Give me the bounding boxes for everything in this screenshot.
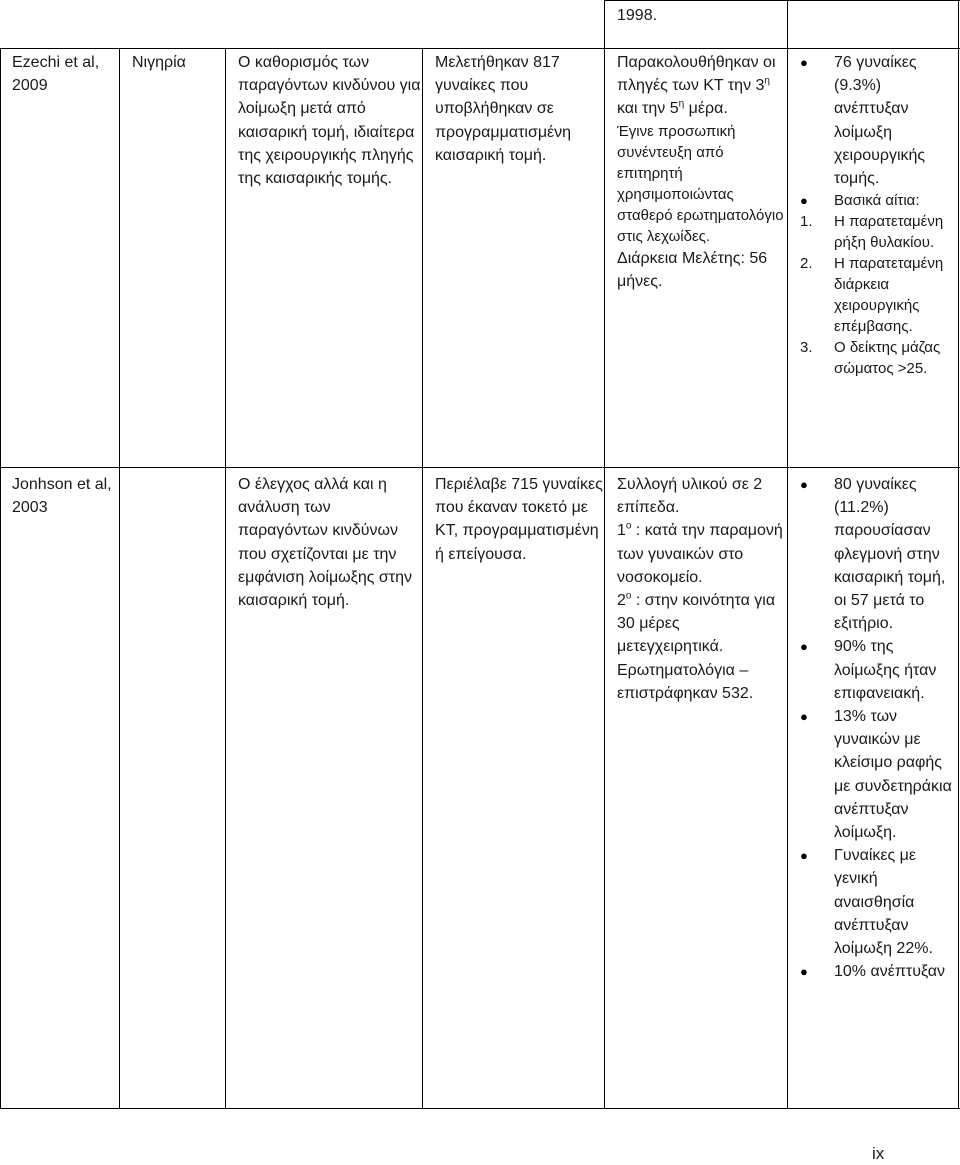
row2-method-p2-a: 1 [617, 522, 626, 540]
row2-method-p3-sup: ο [625, 590, 632, 602]
row1-result-num-1-text: Η παρατεταμένη ρήξη θυλακίου. [834, 213, 944, 252]
row1-method-p2: Έγινε προσωπική συνέντευξη από επιτηρητή χρησιμοποιώντας σταθερό ερωτηματολόγιο στις λεχωίδες. [617, 122, 784, 245]
row1-aim [226, 49, 423, 190]
row2-aim-text: Ο έλεγχος αλλά και η ανάλυση των παραγόντων κινδύνων που σχετίζονται με την εμφάνιση λοίμωξης στην καισαρική τομή. [238, 476, 412, 610]
row1-sample [423, 49, 604, 167]
row1-result-num-3: 3. Ο δείκτης μάζας σώματος >25. [800, 339, 941, 378]
row1-method-p1-a: Παρακολουθήθηκαν οι πληγές των ΚΤ την 3 [617, 54, 776, 95]
row2-author-text: Jonhson et al, 2003 [12, 476, 112, 517]
row2-result-bullet-1: ● 80 γυναίκες (11.2%) παρουσίασαν φλεγμονή στην καισαρική τομή, οι 57 μετά το εξιτήριο. [796, 473, 960, 635]
row1-country [120, 49, 225, 74]
row1-result-num-2-text: Η παρατεταμένη διάρκεια χειρουργικής επέμβασης. [834, 255, 944, 336]
row1-method-p1-sup2: η [678, 99, 685, 111]
row1-result-bullet-1: ● 76 γυναίκες (9.3%) ανέπτυξαν λοίμωξη χειρουργικής τομής. [796, 51, 960, 190]
row2-method-p4: Ερωτηματολόγια – επιστράφηκαν 532. [617, 661, 754, 702]
col-divider-1 [119, 48, 120, 1109]
row1-method-p3: Διάρκεια Μελέτης: 56 μήνες. [617, 249, 768, 290]
header-fragment-text: 1998. [617, 7, 658, 24]
row2-method [605, 468, 787, 705]
row2-result-bullet-2: ● 90% της λοίμωξης ήταν επιφανειακή. [796, 635, 960, 705]
row1-method-p1-sup1: η [764, 75, 770, 87]
row1-results-numbered [796, 211, 960, 379]
row2-result-bullet-3: ● 13% των γυναικών με κλείσιμο ραφής με συνδετηράκια ανέπτυξαν λοίμωξη. [796, 705, 960, 844]
row1-country-text: Νιγηρία [132, 54, 186, 71]
row1-results-bullets [796, 51, 960, 211]
row1-author-text: Ezechi et al, 2009 [12, 54, 100, 95]
header-fragment-cell [605, 0, 787, 27]
row2-result-bullet-4: ● Γυναίκες με γενική αναισθησία ανέπτυξαν λοίμωξη 22%. [796, 844, 960, 960]
row2-method-p2-sup: ο [625, 521, 632, 533]
row2-method-p1: Συλλογή υλικού σε 2 επίπεδα. [617, 476, 763, 517]
row2-country [120, 468, 225, 470]
page-number: ix [872, 1144, 885, 1163]
row1-method [605, 49, 787, 293]
row1-method-p1-c: μέρα. [684, 100, 728, 118]
row2-sample-text: Περιέλαβε 715 γυναίκες που έκαναν τοκετό με ΚΤ, προγραμματισμένη ή επείγουσα. [435, 476, 603, 563]
row2-aim [226, 468, 423, 612]
row1-aim-text: Ο καθορισμός των παραγόντων κινδύνου για λοίμωξη μετά από καισαρική τομή, ιδιαίτερα της χειρουργικής πληγής της καισαρικής τομής. [238, 54, 421, 188]
row2-results-bullets [796, 473, 960, 983]
row2-method-p3-b: : στην κοινότητα για 30 μέρες μετεγχειρητικά. [617, 592, 776, 656]
row1-results [788, 49, 960, 379]
row1-result-num-1: 1. Η παρατεταμένη ρήξη θυλακίου. [800, 213, 944, 252]
row1-result-num-2: 2. Η παρατεταμένη διάρκεια χειρουργικής επέμβασης. [800, 255, 944, 336]
row1-result-bullet-2: ● Βασικά αίτια: [796, 190, 960, 211]
row2-results [788, 468, 960, 983]
row1-method-p1 [617, 51, 787, 121]
row1-method-p1-b: και την 5 [617, 100, 679, 118]
row1-sample-text: Μελετήθηκαν 817 γυναίκες που υποβλήθηκαν σε προγραμματισμένη καισαρική τομή. [435, 54, 572, 164]
row1-author [0, 49, 120, 97]
col-divider-0 [0, 48, 1, 1109]
row2-result-bullet-5: ● 10% ανέπτυξαν [796, 960, 960, 983]
row2-method-p3 [617, 589, 787, 659]
row2-sample [423, 468, 604, 566]
row2-author [0, 468, 120, 519]
row2-method-p2-b: : κατά την παραμονή των γυναικών στο νοσοκομείο. [617, 522, 783, 586]
row2-method-p3-a: 2 [617, 592, 626, 610]
row2-method-p2 [617, 519, 787, 589]
table-bottom-border [0, 1108, 960, 1109]
row1-result-num-3-text: Ο δείκτης μάζας σώματος >25. [834, 339, 941, 378]
